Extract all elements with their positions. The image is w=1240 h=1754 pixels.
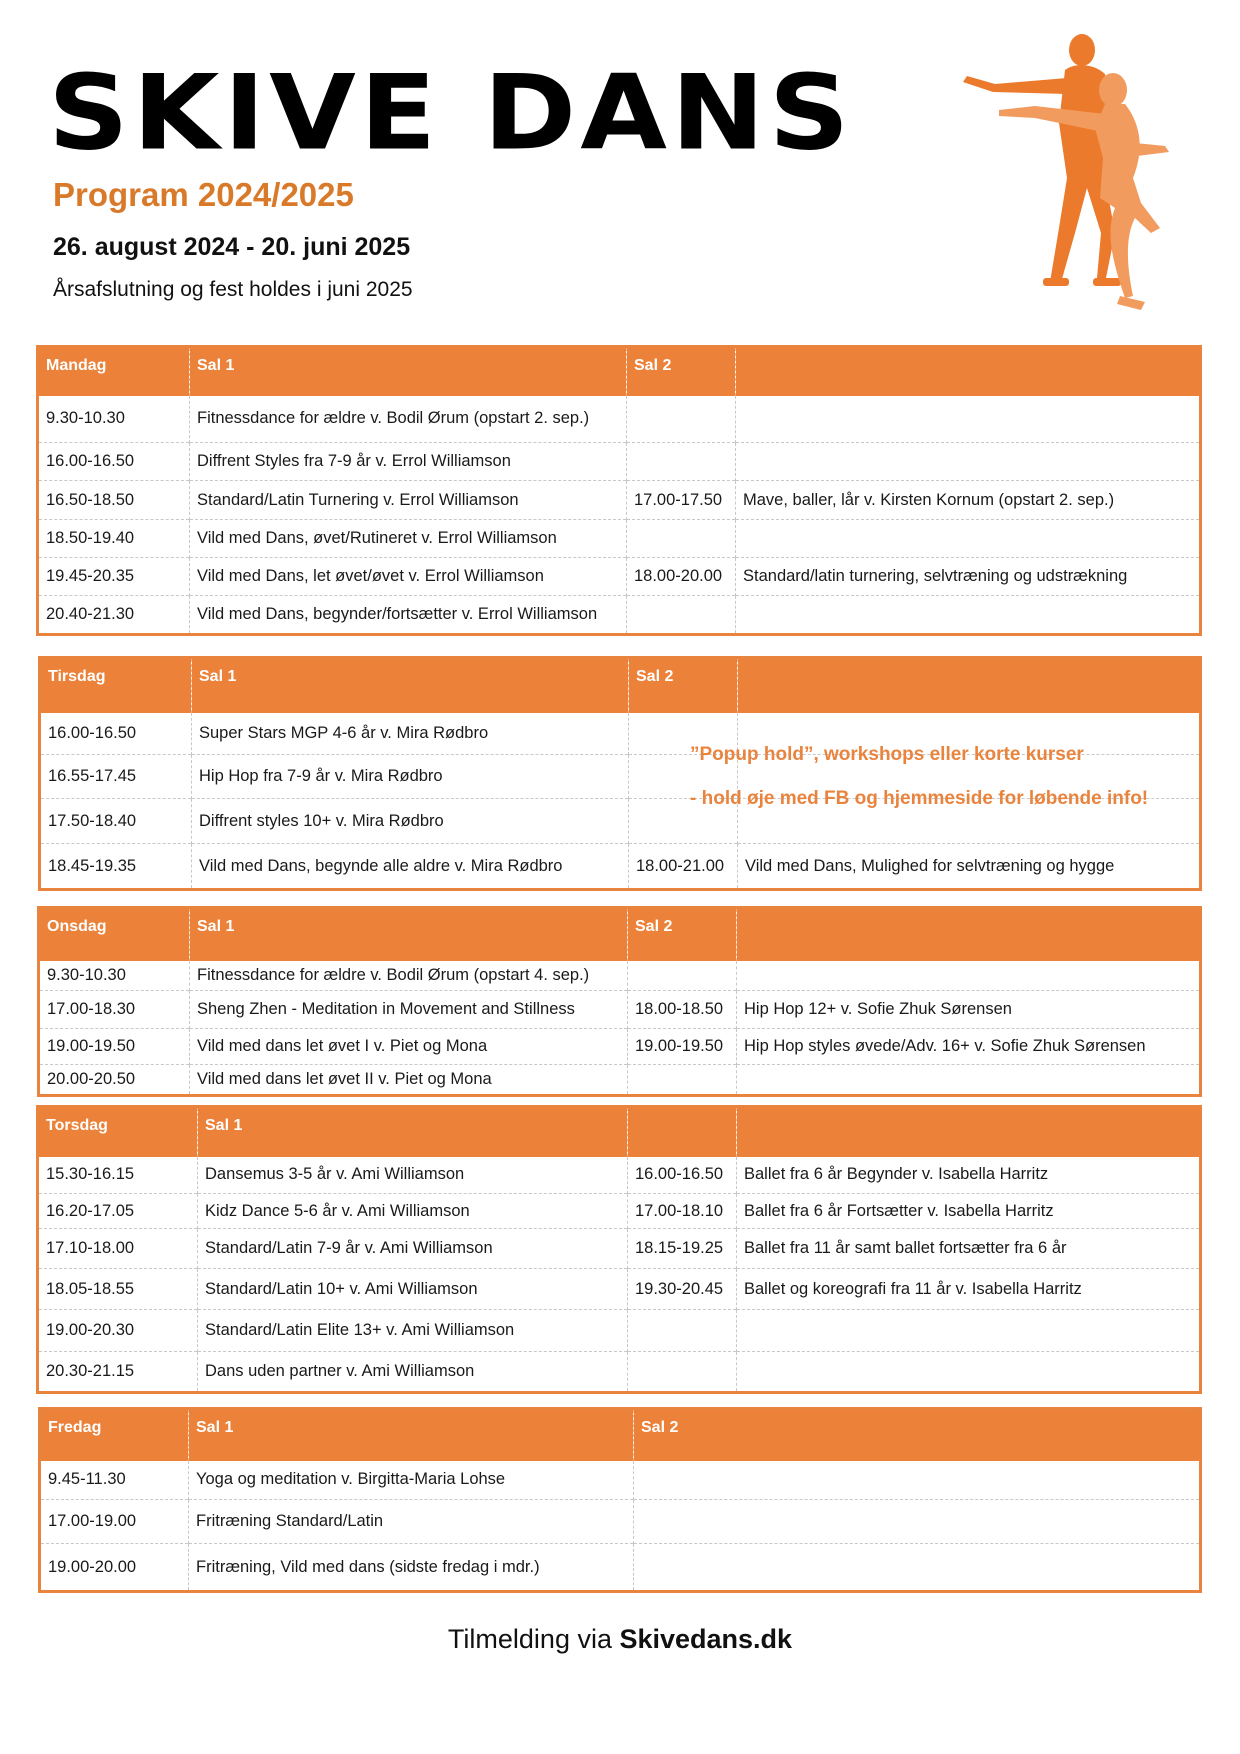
table-row [40, 1461, 1201, 1500]
class-cell: Standard/latin turnering, selvtræning og udstrækning [736, 558, 1201, 596]
column-header: Sal 1 [190, 347, 627, 396]
class-cell: Diffrent Styles fra 7-9 år v. Errol Williamson [190, 443, 627, 481]
time-cell: 19.00-20.30 [38, 1310, 198, 1352]
column-header: Sal 1 [192, 658, 629, 713]
table-row [38, 1352, 1201, 1393]
class-cell: Ballet fra 11 år samt ballet fortsætter fra 6 år [737, 1229, 1201, 1269]
class-cell: Vild med Dans, Mulighed for selvtræning og hygge [738, 844, 1201, 890]
class-cell [737, 1310, 1201, 1352]
time-cell: 19.45-20.35 [38, 558, 190, 596]
time-cell: 20.40-21.30 [38, 596, 190, 635]
time-cell: 18.00-21.00 [629, 844, 738, 890]
table-header [38, 1107, 1201, 1157]
time-cell: 18.05-18.55 [38, 1269, 198, 1310]
brand-title: SKIVE DANS [48, 53, 854, 174]
class-cell: Standard/Latin 10+ v. Ami Williamson [198, 1269, 628, 1310]
schedule-fredag [38, 1407, 1202, 1593]
table-header [38, 347, 1201, 396]
time-cell [628, 1352, 737, 1393]
time-cell: 16.50-18.50 [38, 481, 190, 520]
time-cell: 18.50-19.40 [38, 520, 190, 558]
time-cell [628, 961, 737, 991]
table-row [38, 1269, 1201, 1310]
class-cell [737, 961, 1201, 991]
time-cell [627, 596, 736, 635]
table-row [38, 1310, 1201, 1352]
website-link[interactable]: Skivedans.dk [619, 1624, 793, 1654]
class-cell [737, 1065, 1201, 1096]
time-cell: 18.00-20.00 [627, 558, 736, 596]
time-cell: 17.10-18.00 [38, 1229, 198, 1269]
time-cell: 20.00-20.50 [39, 1065, 190, 1096]
class-cell [736, 520, 1201, 558]
class-cell [634, 1544, 1201, 1592]
class-cell: Hip Hop 12+ v. Sofie Zhuk Sørensen [737, 991, 1201, 1029]
table-row [38, 1157, 1201, 1194]
column-header: Sal 1 [189, 1409, 634, 1461]
class-cell: Dansemus 3-5 år v. Ami Williamson [198, 1157, 628, 1194]
table-row [38, 443, 1201, 481]
time-cell: 9.30-10.30 [46, 409, 125, 428]
column-header: Sal 2 [629, 658, 738, 713]
class-cell: Vild med Dans, let øvet/øvet v. Errol Williamson [190, 558, 627, 596]
column-header: Sal 2 [634, 1409, 1201, 1461]
time-cell: 17.00-18.10 [628, 1194, 737, 1229]
table-row [40, 1500, 1201, 1544]
class-cell: Fitnessdance for ældre v. Bodil Ørum (opstart 2. sep.) [190, 396, 627, 443]
time-cell: 18.00-18.50 [628, 991, 737, 1029]
class-cell: Super Stars MGP 4-6 år v. Mira Rødbro [192, 713, 629, 755]
time-cell: 16.00-16.50 [38, 443, 190, 481]
column-header [736, 347, 1201, 396]
column-header: Sal 2 [627, 347, 736, 396]
popup-note-line1: ”Popup hold”, workshops eller korte kurser [690, 744, 1084, 765]
column-header [628, 1107, 737, 1157]
time-cell: 9.45-11.30 [48, 1470, 126, 1489]
schedule-onsdag [37, 906, 1202, 1097]
day-label: Torsdag [38, 1107, 198, 1157]
table-header [40, 1409, 1201, 1461]
time-cell: 19.00-20.00 [40, 1544, 189, 1592]
class-cell: Vild med dans let øvet II v. Piet og Mona [190, 1065, 628, 1096]
column-header: Sal 2 [628, 908, 737, 961]
class-cell: Hip Hop fra 7-9 år v. Mira Rødbro [192, 755, 629, 799]
column-header [738, 658, 1201, 713]
time-cell: 15.30-16.15 [46, 1165, 135, 1184]
class-cell: Ballet fra 6 år Fortsætter v. Isabella Harritz [737, 1194, 1201, 1229]
time-cell [628, 1065, 737, 1096]
table-row [40, 1544, 1201, 1592]
time-cell: 17.00-19.00 [40, 1500, 189, 1544]
class-cell: Mave, baller, lår v. Kirsten Kornum (opstart 2. sep.) [736, 481, 1201, 520]
table-row [38, 1194, 1201, 1229]
schedule-mandag [36, 345, 1202, 636]
table-row [39, 1029, 1201, 1065]
class-cell: Ballet fra 6 år Begynder v. Isabella Harritz [737, 1157, 1201, 1194]
signup-text: Tilmelding via [447, 1624, 620, 1654]
class-cell: Vild med Dans, begynder/fortsætter v. Errol Williamson [190, 596, 627, 635]
time-cell: 19.00-19.50 [39, 1029, 190, 1065]
time-cell: 19.30-20.45 [628, 1269, 737, 1310]
class-cell: Sheng Zhen - Meditation in Movement and Stillness [190, 991, 628, 1029]
time-cell: 17.50-18.40 [40, 799, 192, 844]
season-note: Årsafslutning og fest holdes i juni 2025 [53, 278, 413, 301]
table-row [39, 1065, 1201, 1096]
time-cell: 20.30-21.15 [38, 1352, 198, 1393]
table-row [38, 558, 1201, 596]
day-label: Onsdag [39, 908, 190, 961]
class-cell: Vild med Dans, øvet/Rutineret v. Errol Williamson [190, 520, 627, 558]
day-label: Tirsdag [40, 658, 192, 713]
schedule-tirsdag [38, 656, 1202, 891]
class-cell: Standard/Latin Elite 13+ v. Ami Williamson [198, 1310, 628, 1352]
day-label: Fredag [40, 1409, 189, 1461]
time-cell [627, 396, 736, 443]
table-row [38, 1229, 1201, 1269]
table-row [40, 844, 1201, 890]
day-label: Mandag [38, 347, 190, 396]
time-cell: 17.00-17.50 [627, 481, 736, 520]
column-header: Sal 1 [198, 1107, 628, 1157]
class-cell: Hip Hop styles øvede/Adv. 16+ v. Sofie Zhuk Sørensen [737, 1029, 1201, 1065]
time-cell [627, 443, 736, 481]
schedule-torsdag [36, 1105, 1202, 1394]
class-cell [737, 1352, 1201, 1393]
column-header [737, 908, 1201, 961]
time-cell [627, 520, 736, 558]
season-dates: 26. august 2024 - 20. juni 2025 [53, 233, 411, 261]
table-row [39, 961, 1201, 991]
class-cell: Kidz Dance 5-6 år v. Ami Williamson [198, 1194, 628, 1229]
time-cell [628, 1310, 737, 1352]
time-cell: 16.55-17.45 [40, 755, 192, 799]
time-cell: 18.15-19.25 [628, 1229, 737, 1269]
time-cell: 16.00-16.50 [48, 723, 137, 742]
class-cell: Vild med Dans, begynde alle aldre v. Mira Rødbro [192, 844, 629, 890]
class-cell [736, 596, 1201, 635]
class-cell: Standard/Latin 7-9 år v. Ami Williamson [198, 1229, 628, 1269]
class-cell: Vild med dans let øvet I v. Piet og Mona [190, 1029, 628, 1065]
time-cell: 17.00-18.30 [39, 991, 190, 1029]
class-cell [634, 1461, 1201, 1500]
page-header [0, 0, 1240, 340]
class-cell: Fitnessdance for ældre v. Bodil Ørum (opstart 4. sep.) [190, 961, 628, 991]
class-cell: Dans uden partner v. Ami Williamson [198, 1352, 628, 1393]
table-header [39, 908, 1201, 961]
class-cell: Fritræning, Vild med dans (sidste fredag i mdr.) [189, 1544, 634, 1592]
class-cell [736, 443, 1201, 481]
popup-note-line2: - hold øje med FB og hjemmeside for løbende info! [690, 788, 1149, 809]
class-cell [634, 1500, 1201, 1544]
class-cell: Fritræning Standard/Latin [189, 1500, 634, 1544]
table-row [39, 991, 1201, 1029]
column-header [737, 1107, 1201, 1157]
class-cell [736, 396, 1201, 443]
dancing-couple-logo [955, 28, 1205, 348]
time-cell: 16.00-16.50 [628, 1157, 737, 1194]
table-row [38, 596, 1201, 635]
time-cell: 16.20-17.05 [38, 1194, 198, 1229]
table-row [38, 481, 1201, 520]
time-cell: 9.30-10.30 [47, 965, 126, 984]
program-title: Program 2024/2025 [53, 176, 354, 213]
column-header: Sal 1 [190, 908, 628, 961]
table-header [40, 658, 1201, 713]
class-cell: Standard/Latin Turnering v. Errol Williamson [190, 481, 627, 520]
class-cell: Yoga og meditation v. Birgitta-Maria Lohse [189, 1461, 634, 1500]
time-cell: 19.00-19.50 [628, 1029, 737, 1065]
table-row [38, 396, 1201, 443]
table-row [38, 520, 1201, 558]
signup-footer [0, 1624, 1240, 1655]
time-cell: 18.45-19.35 [40, 844, 192, 890]
class-cell: Diffrent styles 10+ v. Mira Rødbro [192, 799, 629, 844]
class-cell: Ballet og koreografi fra 11 år v. Isabella Harritz [737, 1269, 1201, 1310]
